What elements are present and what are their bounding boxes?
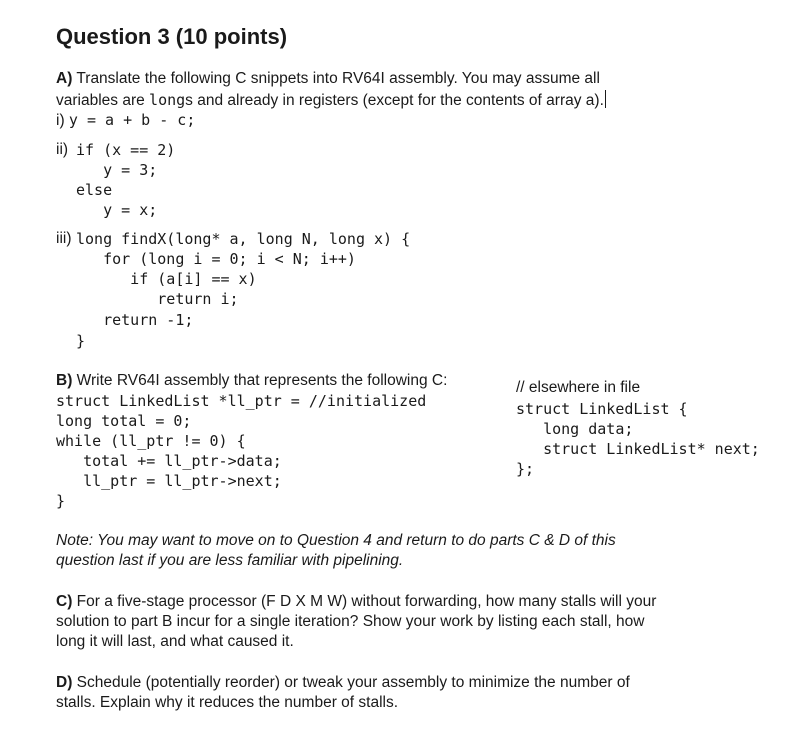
code-i: y = a + b - c; [68,111,196,129]
code-iii-line-5: return -1; [76,311,194,329]
part-c-label: C) [56,593,73,610]
part-b-label: B) [56,372,73,389]
code-b-line-4: total += ll_ptr->data; [56,452,282,470]
code-iii-line-4: return i; [76,290,239,308]
part-d-line-2: stalls. Explain why it reduces the number of stalls. [56,694,399,711]
question-title: Question 3 (10 points) [56,24,288,49]
part-d-label: D) [56,674,73,691]
code-ii-line-2: y = 3; [76,161,158,179]
part-c-line-1: C) For a five-stage processor (F D X M W) without forwarding, how many stalls will your [56,593,657,610]
code-b-line-5: ll_ptr = ll_ptr->next; [56,472,282,490]
side-code-line-4: }; [516,460,535,478]
code-b-line-6: } [56,492,66,510]
code-b-line-2: long total = 0; [56,412,192,430]
part-a-i: i) y = a + b - c; [56,111,196,129]
part-c-line-2: solution to part B incur for a single iteration? Show your work by listing each stall, how [56,613,645,630]
code-b-line-1: struct LinkedList *ll_ptr = //initialized [56,392,427,410]
code-iii-line-6: } [76,332,86,350]
side-comment: // elsewhere in file [516,379,641,396]
side-code-line-3: struct LinkedList* next; [516,440,760,458]
part-a-iii-label: iii) [56,230,76,247]
part-a-label: A) [56,70,73,87]
code-ii-line-1: if (x == 2) [76,141,176,159]
note-line-2: question last if you are less familiar with pipelining. [56,552,404,569]
part-a-line-1: A) Translate the following C snippets into RV64I assembly. You may assume all [56,70,600,87]
code-ii-line-3: else [76,181,113,199]
side-code-line-2: long data; [516,420,634,438]
part-a-line-2: variables are longs and already in registers (except for the contents of array a). [56,91,604,109]
side-code-line-1: struct LinkedList { [516,400,688,418]
code-iii-line-3: if (a[i] == x) [76,270,257,288]
text-cursor [605,90,606,108]
code-iii-line-2: for (long i = 0; i < N; i++) [76,250,356,268]
part-d-line-1: D) Schedule (potentially reorder) or tweak your assembly to minimize the number of [56,674,630,691]
code-iii-line-1: long findX(long* a, long N, long x) { [76,230,411,248]
code-b-line-3: while (ll_ptr != 0) { [56,432,246,450]
code-ii-line-4: y = x; [76,201,158,219]
inline-code-long: long [149,91,186,109]
note-line-1: Note: You may want to move on to Question 4 and return to do parts C & D of this [56,532,616,549]
part-c-line-3: long it will last, and what caused it. [56,633,294,650]
part-b-heading: B) Write RV64I assembly that represents the following C: [56,372,448,389]
part-a-ii-label: ii) [56,141,73,158]
